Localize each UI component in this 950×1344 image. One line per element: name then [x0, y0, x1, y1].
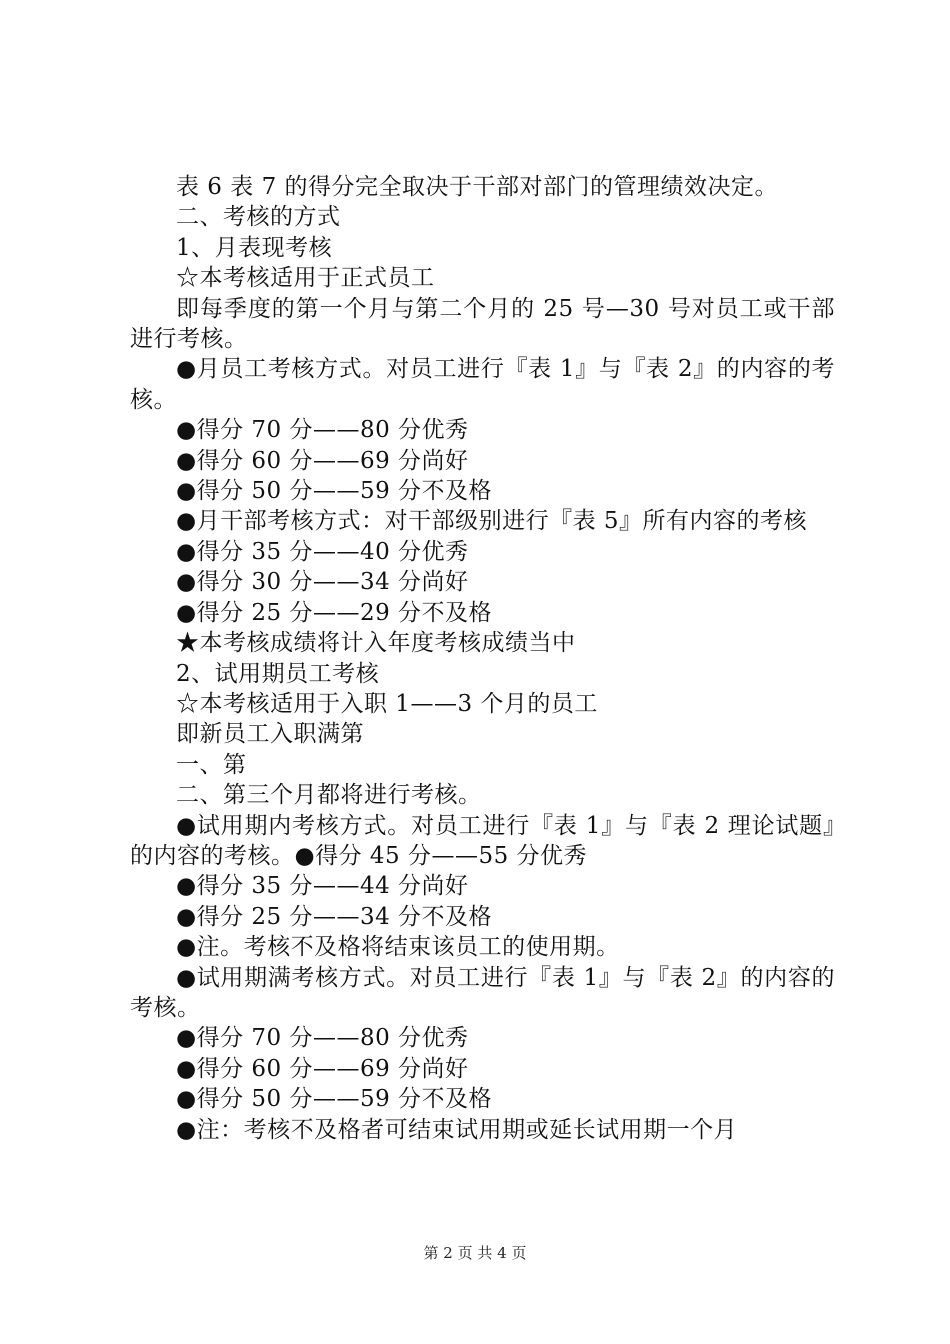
list-item: ●得分 60 分——69 分尚好 — [176, 447, 469, 474]
list-item: ●注。考核不及格将结束该员工的使用期。 — [176, 934, 620, 961]
paragraph: ●试用期内考核方式。对员工进行『表 1』与『表 2 理论试题』的内容的考核。●得分 45 分——55 分优秀 — [130, 812, 835, 869]
list-item: ●得分 25 分——34 分不及格 — [176, 903, 493, 930]
list-item: ●得分 35 分——44 分尚好 — [176, 873, 469, 900]
paragraph: ●试用期满考核方式。对员工进行『表 1』与『表 2』的内容的考核。 — [130, 964, 835, 1021]
list-item: ●得分 60 分——69 分尚好 — [176, 1055, 469, 1082]
paragraph: ☆本考核适用于正式员工 — [176, 265, 435, 292]
list-item: ●注：考核不及格者可结束试用期或延长试用期一个月 — [176, 1116, 738, 1143]
list-item: ●得分 30 分——34 分尚好 — [176, 569, 469, 596]
paragraph: 二、第三个月都将进行考核。 — [176, 782, 482, 809]
document-body — [130, 172, 835, 1145]
paragraph: ★本考核成绩将计入年度考核成绩当中 — [176, 630, 576, 657]
paragraph: ●月干部考核方式：对干部级别进行『表 5』所有内容的考核 — [176, 508, 808, 535]
paragraph: ●月员工考核方式。对员工进行『表 1』与『表 2』的内容的考核。 — [130, 356, 835, 413]
paragraph: 表 6 表 7 的得分完全取决于干部对部门的管理绩效决定。 — [176, 174, 779, 200]
paragraph: 即新员工入职满第 — [176, 721, 364, 748]
paragraph: 一、第 — [176, 751, 247, 778]
paragraph: ☆本考核适用于入职 1——3 个月的员工 — [176, 690, 598, 717]
page-number-label: 第 2 页 共 4 页 — [423, 1244, 527, 1262]
subsection-heading: 2、试用期员工考核 — [176, 660, 380, 687]
list-item: ●得分 50 分——59 分不及格 — [176, 1086, 493, 1113]
list-item: ●得分 35 分——40 分优秀 — [176, 538, 469, 565]
list-item: ●得分 70 分——80 分优秀 — [176, 417, 469, 444]
subsection-heading: 1、月表现考核 — [176, 234, 333, 261]
list-item: ●得分 50 分——59 分不及格 — [176, 478, 493, 505]
section-heading: 二、考核的方式 — [176, 204, 341, 231]
page-footer — [0, 1243, 950, 1263]
list-item: ●得分 70 分——80 分优秀 — [176, 1025, 469, 1052]
list-item: ●得分 25 分——29 分不及格 — [176, 599, 493, 626]
paragraph: 即每季度的第一个月与第二个月的 25 号—30 号对员工或干部进行考核。 — [130, 295, 835, 353]
